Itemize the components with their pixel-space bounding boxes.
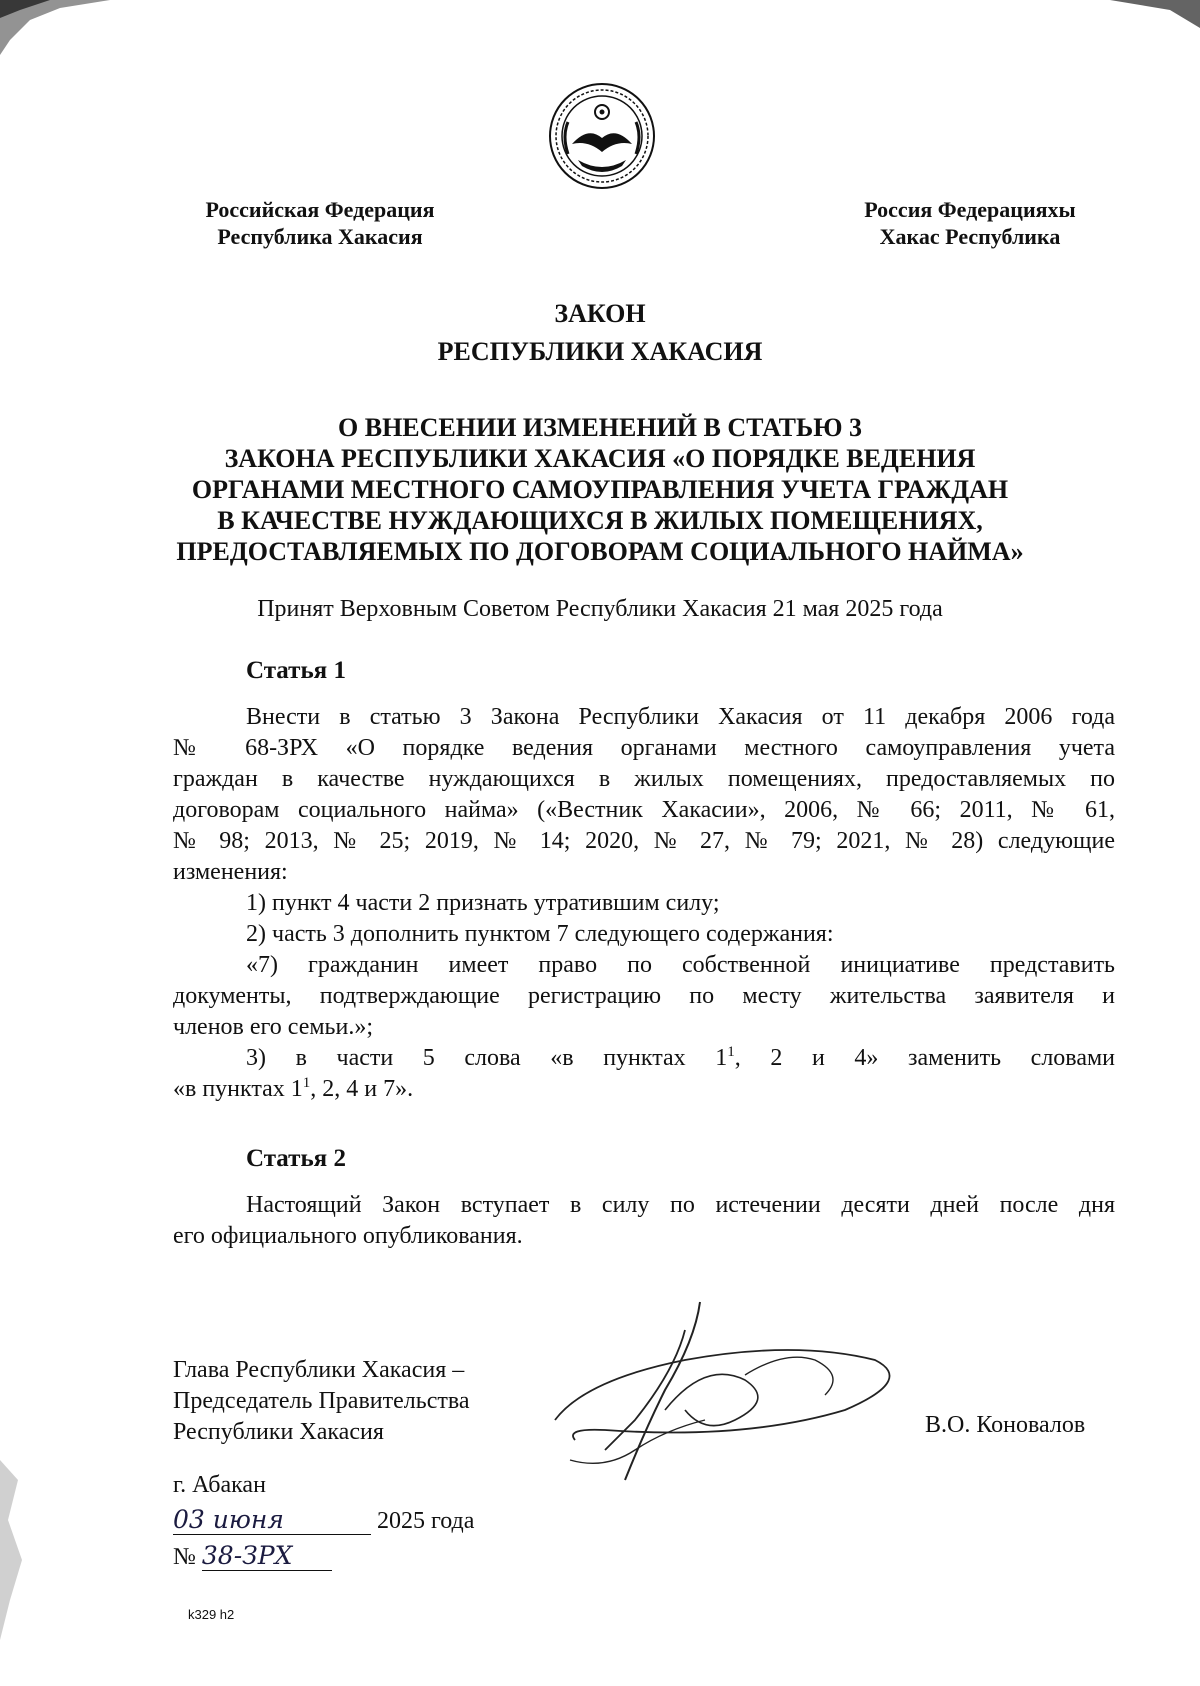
article-1-line: договорам социального найма» («Вестник Хакасии», 2006, № 66; 2011, № 61, <box>173 797 1115 823</box>
item-3-text-d: , 2, 4 и 7». <box>310 1076 414 1102</box>
item-3-text-c: «в пунктах 1 <box>173 1076 303 1102</box>
number-prefix: № <box>173 1544 196 1570</box>
signatory-position <box>173 1355 470 1448</box>
header-left-line: Российская Федерация <box>205 197 435 222</box>
article-1-heading: Статья 1 <box>246 657 346 684</box>
header-left-line: Республика Хакасия <box>217 224 423 249</box>
article-1-item-1: 1) пункт 4 части 2 признать утратившим силу; <box>246 890 720 916</box>
article-1-line: изменения: <box>173 859 288 885</box>
article-2-line: Настоящий Закон вступает в силу по истечении десяти дней после дня <box>246 1192 1115 1218</box>
position-line: Республики Хакасия <box>173 1419 384 1445</box>
position-line: Председатель Правительства <box>173 1388 470 1414</box>
article-1-line: Внести в статью 3 Закона Республики Хакасия от 11 декабря 2006 года <box>246 704 1115 730</box>
subject-line: ЗАКОНА РЕСПУБЛИКИ ХАКАСИЯ «О ПОРЯДКЕ ВЕДЕНИЯ <box>224 444 976 473</box>
article-2-body <box>173 1190 1115 1252</box>
header-right-line: Хакас Республика <box>879 224 1061 249</box>
issuer-title: РЕСПУБЛИКИ ХАКАСИЯ <box>437 337 763 366</box>
subject-line: О ВНЕСЕНИИ ИЗМЕНЕНИЙ В СТАТЬЮ 3 <box>338 413 862 442</box>
article-1-body <box>173 702 1115 1105</box>
scan-noise-top-right <box>1110 0 1200 30</box>
article-2-line: его официального опубликования. <box>173 1223 523 1249</box>
article-1-item-3-line <box>173 1074 1115 1105</box>
handwritten-date: 03 июня <box>173 1505 371 1535</box>
subject-line: В КАЧЕСТВЕ НУЖДАЮЩИХСЯ В ЖИЛЫХ ПОМЕЩЕНИЯХ, <box>217 506 983 535</box>
header-right-line: Россия Федерацияхы <box>864 197 1076 222</box>
signing-date <box>173 1505 474 1539</box>
article-1-item-7-line: членов его семьи.»; <box>173 1014 374 1040</box>
article-1-item-3-line <box>173 1043 1115 1074</box>
place-of-signing: г. Абакан <box>173 1472 266 1498</box>
adoption-note: Принят Верховным Советом Республики Хакасия 21 мая 2025 года <box>257 596 943 622</box>
article-1-line: граждан в качестве нуждающихся в жилых помещениях, предоставляемых по <box>173 766 1115 792</box>
signatory-name: В.О. Коновалов <box>925 1412 1086 1438</box>
header-left <box>170 196 470 250</box>
article-1-line: № 98; 2013, № 25; 2019, № 14; 2020, № 27, № 79; 2021, № 28) следующие <box>173 828 1115 854</box>
law-number <box>173 1541 332 1571</box>
item-3-text-b: , 2 и 4» заменить словами <box>734 1045 1115 1071</box>
scan-noise-left-edge <box>0 1460 40 1640</box>
header-right <box>830 196 1110 250</box>
superscript: 1 <box>727 1044 735 1060</box>
law-subject <box>150 412 1050 567</box>
coat-of-arms-emblem <box>548 82 656 190</box>
item-3-text-a: 3) в части 5 слова «в пунктах 1 <box>246 1045 728 1071</box>
superscript: 1 <box>302 1075 311 1091</box>
subject-line: ПРЕДОСТАВЛЯЕМЫХ ПО ДОГОВОРАМ СОЦИАЛЬНОГО НАЙМА» <box>176 537 1024 566</box>
handwritten-signature <box>545 1300 925 1485</box>
article-1-line: № 68-ЗРХ «О порядке ведения органами местного самоуправления учета <box>173 735 1115 761</box>
article-1-item-7-line: документы, подтверждающие регистрацию по месту жительства заявителя и <box>173 983 1115 1009</box>
date-year: 2025 года <box>377 1508 475 1534</box>
subject-line: ОРГАНАМИ МЕСТНОГО САМОУПРАВЛЕНИЯ УЧЕТА ГРАЖДАН <box>191 475 1009 504</box>
handwritten-number: 38-ЗРХ <box>202 1541 332 1571</box>
position-line: Глава Республики Хакасия – <box>173 1357 465 1383</box>
article-2-heading: Статья 2 <box>246 1145 346 1172</box>
scan-noise-top-left <box>0 0 120 60</box>
document-type-title: ЗАКОН <box>554 299 646 328</box>
article-1-item-2: 2) часть 3 дополнить пунктом 7 следующего содержания: <box>246 921 834 947</box>
article-1-item-7-line: «7) гражданин имеет право по собственной инициативе представить <box>246 952 1115 978</box>
footer-code: k329 h2 <box>188 1607 235 1622</box>
